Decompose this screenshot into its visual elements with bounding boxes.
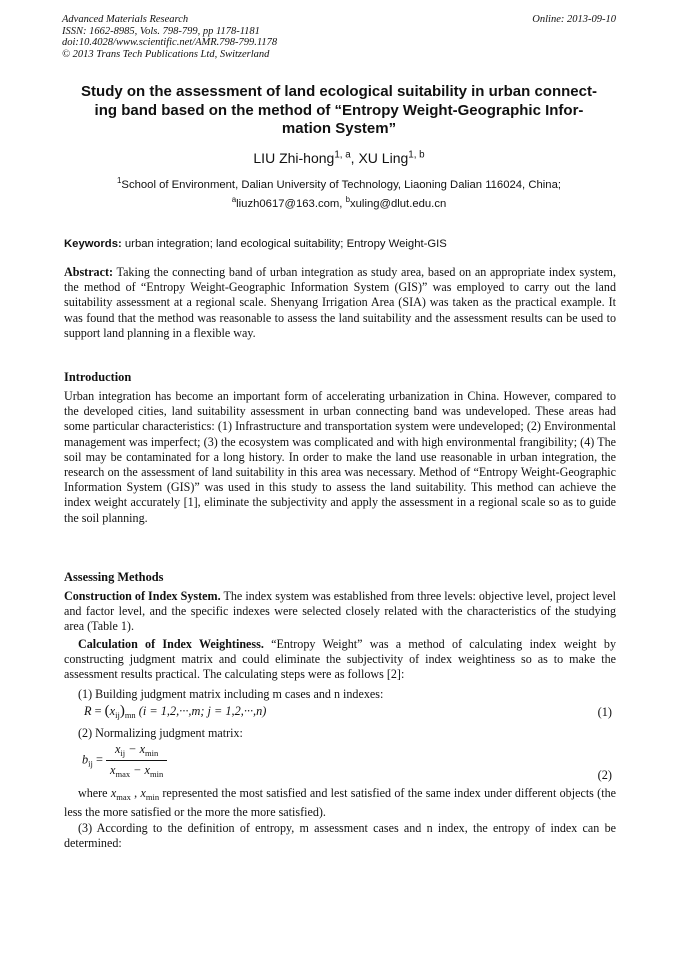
methods-heading: Assessing Methods — [64, 570, 164, 584]
abstract-label: Abstract: — [64, 265, 114, 279]
author-2: XU Ling — [358, 150, 409, 166]
fraction-denominator: $x_{max} - x_{min}$ — [106, 760, 167, 779]
issn-line: ISSN: 1662-8985, Vols. 798-799, pp 1178-1181 — [62, 25, 260, 37]
journal-name: Advanced Materials Research — [62, 14, 189, 25]
title-line-3: mation System” — [281, 120, 397, 137]
keywords-text: urban integration; land ecological suitability; Entropy Weight-GIS — [121, 238, 447, 250]
keywords — [64, 238, 616, 250]
construction-paragraph — [64, 589, 616, 635]
author-1-affil: 1, a — [334, 149, 351, 161]
affiliation — [60, 176, 618, 195]
construction-text: The index system was established from three levels: objective level, project level and factor level, and the specific indexes were selected closely related with the characteristics of the studying area (Table 1). — [64, 589, 616, 634]
title-line-1: Study on the assessment of land ecological suitability in urban connect- — [81, 83, 597, 100]
abstract — [64, 265, 616, 341]
affiliation-text: School of Environment, Dalian University of Technology, Liaoning Dalian 116024, China; — [121, 179, 561, 191]
step-2: (2) Normalizing judgment matrix: — [78, 726, 243, 740]
abstract-text: Taking the connecting band of urban integration as study area, based on an appropriate index system, the method of “Entropy Weight-Geographic Information System (GIS)” was employed to carry out the land suitability assessment at a regional scale. Shenyang Irrigation Area (SIA) was taken as the practical example. It was found that the method was reasonable to assess the land suitability and the assessment results can be used to support land planning in a flexible way. — [64, 265, 616, 340]
equation-1: $R = (x_{ij})_{mn}$ (i = 1,2,···,m; j = 1,2,···,n) — [84, 703, 267, 720]
journal-header — [62, 14, 482, 60]
where-paragraph: where $x_{max}$ , $x_{min}$ represented the most satisfied and lest satisfied of the same index under different objects (the less the more satisfied or the more the more satisfied). — [64, 786, 616, 820]
equation-2-fraction — [106, 742, 167, 779]
equation-2-number: (2) — [597, 768, 612, 782]
construction-label: Construction of Index System. — [64, 589, 221, 603]
author-2-affil: 1, b — [408, 149, 425, 161]
fraction-numerator: $x_{ij} - x_{min}$ — [114, 742, 159, 758]
email-a[interactable]: liuzh0617@163.com, — [236, 198, 346, 210]
author-separator: , — [350, 150, 359, 166]
equation-1-number: (1) — [597, 705, 612, 719]
doi-line[interactable]: doi:10.4028/www.scientific.net/AMR.798-799.1178 — [62, 37, 278, 48]
equation-2: $b_{ij}$ = $\frac{x_{ij} - x_{min}}{x_{max} - x_{min}}$ — [82, 742, 167, 779]
email-a-marker: a — [231, 195, 237, 205]
copyright-line: © 2013 Trans Tech Publications Ltd, Switzerland — [62, 48, 270, 60]
email-b-marker: b — [345, 195, 350, 205]
affiliation-marker: 1 — [117, 176, 122, 186]
author-list — [60, 150, 618, 166]
step-1: (1) Building judgment matrix including m cases and n indexes: — [78, 687, 384, 701]
author-1: LIU Zhi-hong — [253, 150, 335, 166]
step-3: (3) According to the definition of entropy, m assessment cases and n index, the entropy of index can be determined: — [64, 821, 616, 851]
keywords-label: Keywords: — [64, 238, 122, 250]
calculation-paragraph — [64, 637, 616, 683]
email-b[interactable]: xuling@dlut.edu.cn — [350, 198, 447, 210]
paper-title — [60, 83, 618, 139]
title-line-2: ing band based on the method of “Entropy Weight-Geographic Infor- — [94, 101, 584, 119]
online-date: Online: 2013-09-10 — [532, 14, 616, 25]
introduction-heading: Introduction — [64, 370, 132, 384]
introduction-text: Urban integration has become an important form of accelerating urbanization in China. However, compared to the developed cities, land suitability assessment in urban connecting band was undeveloped. These areas had some particular characteristics: (1) Infrastructure and transportation system were undeveloped; (2) Environmental management was imperfect; (3) the ecosystem was complicated and with high environmental frangibility; (4) The soil may be contaminated for a long history. In order to make the land use reasonable in urban integration, the research on the assessment of land suitability in this area was necessary. Method of “Entropy Weight-Geographic Information System (GIS)” was used in this study to assess the land suitability. This method can achieve the index weight accurately [1], eliminate the subjectivity and apply the assessment in a regional scale so as to guide the soil planning. — [64, 389, 616, 525]
calculation-label: Calculation of Index Weightiness. — [78, 637, 264, 651]
emails — [60, 195, 618, 214]
calculation-text: “Entropy Weight” was a method of calculating index weight by constructing judgment matrix and could eliminate the subjectivity of index weightiness so as to make the assessment results practical. The calculating steps were as follows [2]: — [64, 637, 616, 682]
affiliation-block — [60, 176, 618, 214]
